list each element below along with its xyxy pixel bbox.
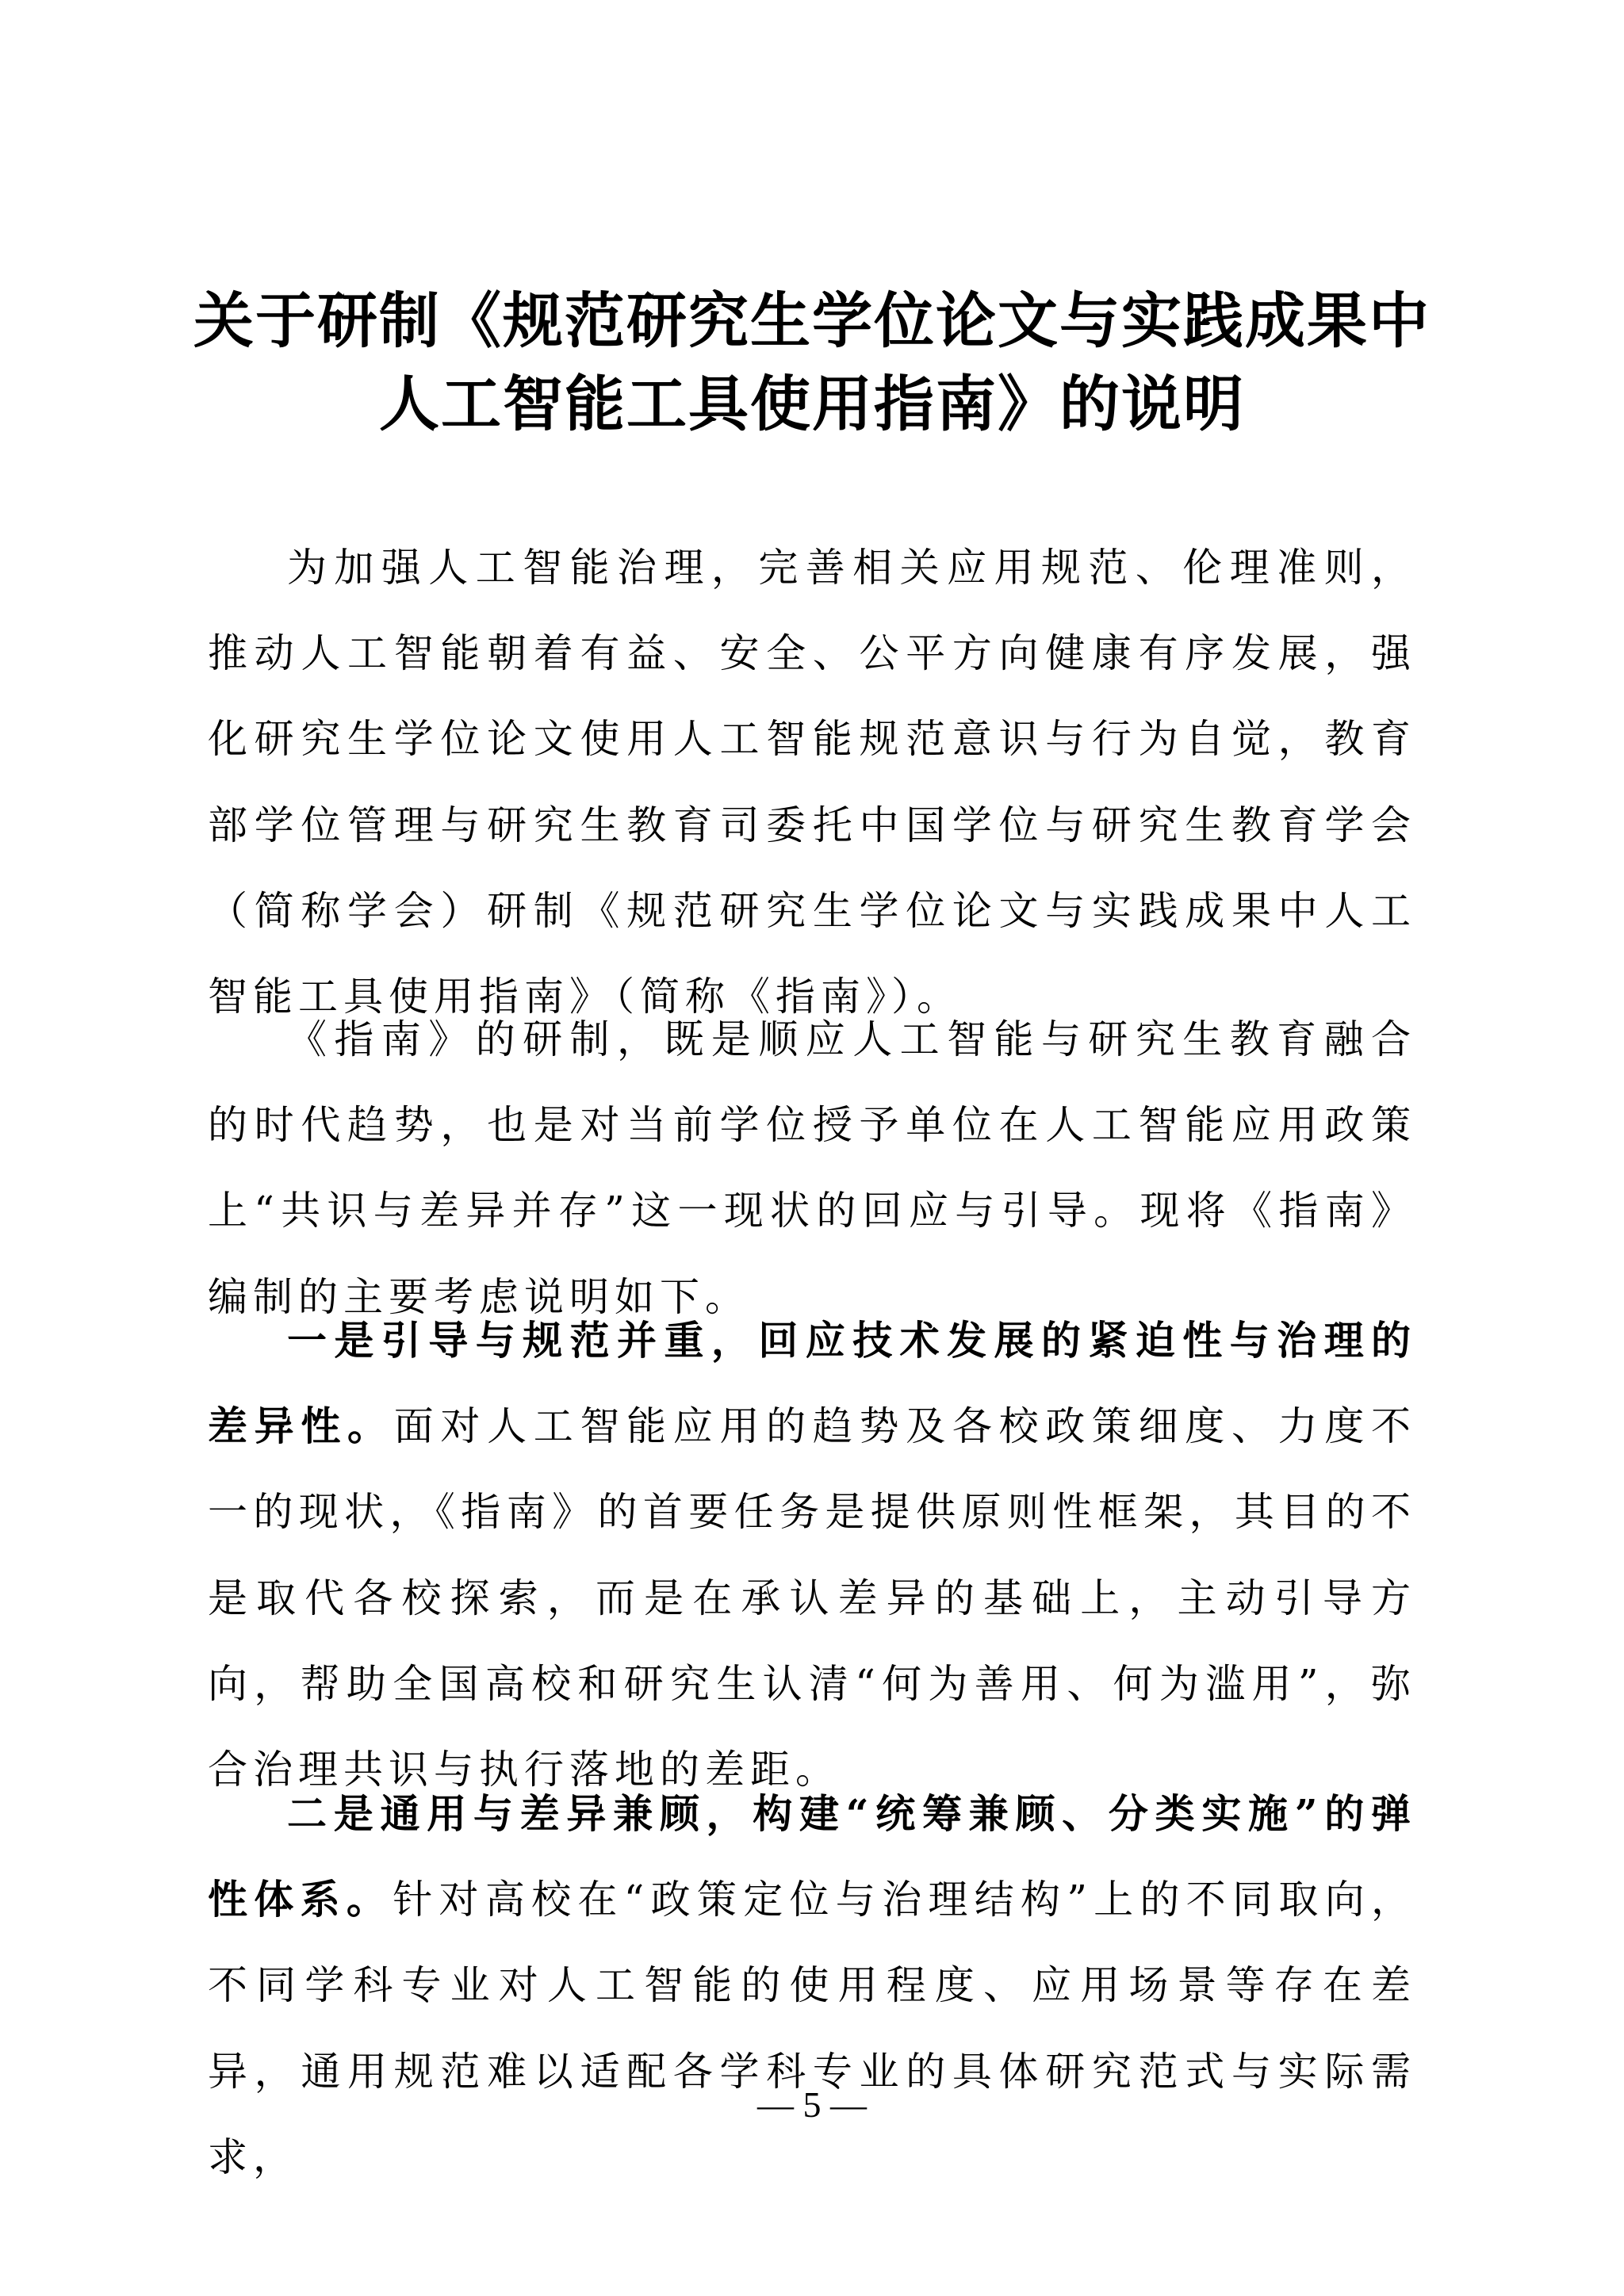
paragraph-2-body: 《指南》的研制，既是顺应人工智能与研究生教育融合的时代趋势，也是对当前学位授予单位在人工智能应用政策上“共识与差异并存”这一现状的回应与引导。现将《指南》编制的主要考虑说明如下。 bbox=[208, 1016, 1416, 1320]
paragraph-3-lead: 一是引导与规范并重，回应技术发展的紧迫性与治理的差异性。 bbox=[208, 1317, 1416, 1450]
paragraph-2 bbox=[208, 997, 1416, 1340]
paragraph-1 bbox=[208, 525, 1416, 1039]
document-title-line-1: 关于研制《规范研究生学位论文与实践成果中 bbox=[193, 285, 1431, 356]
paragraph-4 bbox=[208, 1771, 1416, 2200]
paragraph-4-lead: 二是通用与差异兼顾，构建“统筹兼顾、分类实施”的弹性体系。 bbox=[208, 1790, 1416, 1923]
paragraph-1-body: 为加强人工智能治理，完善相关应用规范、伦理准则，推动人工智能朝着有益、安全、公平方向健康有序发展，强化研究生学位论文使用人工智能规范意识与行为自觉，教育部学位管理与研究生教育司委托中国学位与研究生教育学会（简称学会）研制《规范研究生学位论文与实践成果中人工智能工具使用指南》（简称《指南》）。 bbox=[208, 545, 1416, 1020]
page-number: — 5 — bbox=[757, 2084, 867, 2125]
paragraph-4-body: 针对高校在“政策定位与治理结构”上的不同取向，不同学科专业对人工智能的使用程度、应用场景等存在差异，通用规范难以适配各学科专业的具体研究范式与实际需求， bbox=[208, 1877, 1417, 2180]
document-title-line-2: 人工智能工具使用指南》的说明 bbox=[379, 369, 1245, 439]
paragraph-3 bbox=[208, 1298, 1416, 1812]
paragraph-3-body: 面对人工智能应用的趋势及各校政策细度、力度不一的现状，《指南》的首要任务是提供原则性框架，其目的不是取代各校探索，而是在承认差异的基础上，主动引导方向，帮助全国高校和研究生认清“何为善用、何为滥用”，弥合治理共识与执行落地的差距。 bbox=[208, 1403, 1417, 1793]
